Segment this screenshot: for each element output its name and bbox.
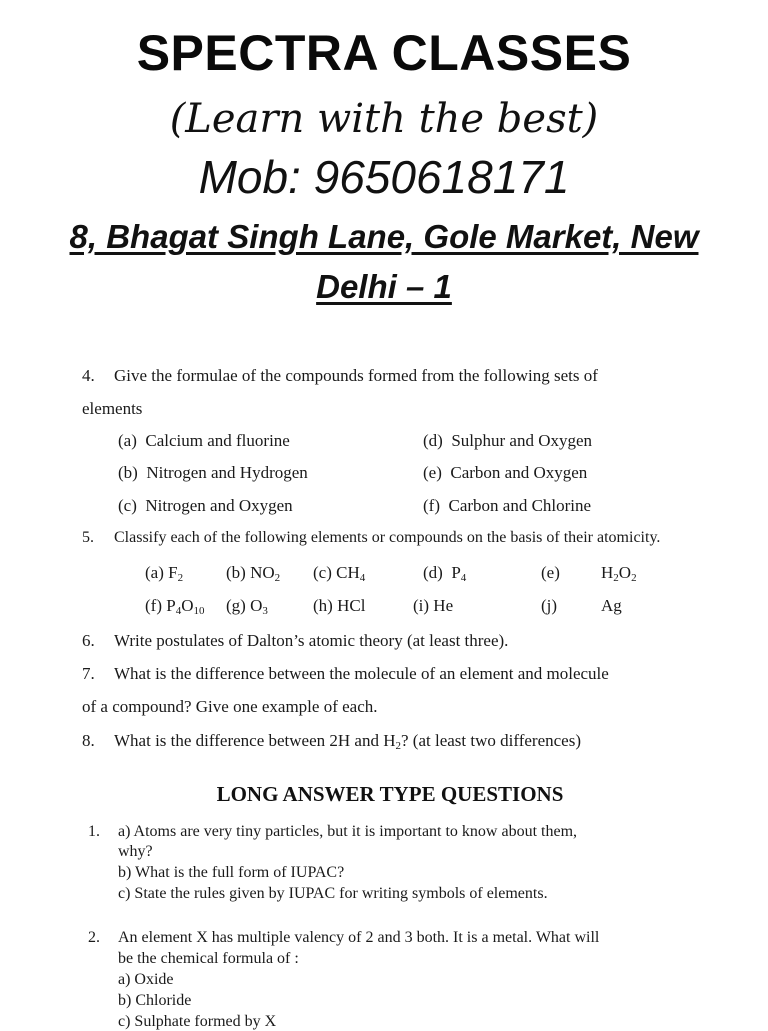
question-text: Give the formulae of the compounds formed from the following sets of (114, 366, 598, 385)
question-4 (82, 366, 598, 386)
question-text: What is the difference between the molecule of an element and molecule (114, 664, 609, 683)
question-text: Write postulates of Dalton’s atomic theory (at least three). (114, 631, 509, 650)
option-e: (e) Carbon and Oxygen (423, 463, 588, 482)
section-heading: LONG ANSWER TYPE QUESTIONS (216, 782, 564, 806)
item-f: (f) $P_4O_{10}$ (145, 596, 205, 617)
item-b: (b) $NO_2$ (226, 563, 281, 584)
option-c: (c) Nitrogen and Oxygen (118, 496, 293, 515)
question-number: 6. (82, 631, 95, 650)
long-question-2-c: c) Sulphate formed by X (118, 1013, 277, 1030)
option-b: (b) Nitrogen and Hydrogen (118, 463, 308, 482)
item-g: (g) $O_3$ (226, 596, 268, 617)
long-question-2-b: b) Chloride (118, 992, 192, 1009)
item-i: (i) He (413, 596, 454, 615)
question-number: 7. (82, 664, 95, 683)
long-question-1-b: b) What is the full form of IUPAC? (118, 864, 345, 881)
item-e-label: (e) (541, 563, 560, 582)
item-e-formula: $H_2O_2$ (601, 563, 637, 584)
institute-tagline: (Learn with the best) (169, 96, 599, 142)
question-number: 5. (82, 529, 94, 546)
question-6 (82, 631, 508, 651)
long-question-1: 1. a) Atoms are very tiny particles, but it is important to know about them, (88, 823, 578, 840)
address-line-2: Delhi – 1 (316, 268, 452, 305)
question-number: 2. (88, 929, 100, 946)
item-c: (c) $CH_4$ (313, 563, 366, 584)
item-d: (d) $P_4$ (423, 563, 467, 584)
question-number: 1. (88, 823, 100, 840)
item-j-formula: Ag (601, 596, 622, 615)
option-d: (d) Sulphur and Oxygen (423, 431, 593, 450)
long-question-2-a: a) Oxide (118, 971, 174, 988)
question-8: 8. What is the difference between 2H and $H_2$? (at least two differences) (82, 731, 581, 752)
question-4-continued: elements (82, 399, 143, 418)
mobile-number: Mob: 9650618171 (198, 151, 570, 203)
question-7-continued: of a compound? Give one example of each. (82, 697, 378, 716)
item-j-label: (j) (541, 596, 558, 615)
long-question-2-continued: be the chemical formula of : (118, 950, 299, 967)
question-number: 4. (82, 366, 95, 385)
option-f: (f) Carbon and Chlorine (423, 496, 592, 515)
item-h: (h) HCl (313, 596, 366, 615)
option-a: (a) Calcium and fluorine (118, 431, 290, 450)
long-question-2: 2. An element X has multiple valency of 2 and 3 both. It is a metal. What will (88, 929, 600, 946)
question-7 (82, 664, 609, 684)
question-number: 8. (82, 731, 95, 750)
long-question-1-a-continued: why? (118, 843, 153, 860)
address (0, 212, 768, 312)
long-question-1-c: c) State the rules given by IUPAC for writing symbols of elements. (118, 885, 548, 902)
question-text: Classify each of the following elements or compounds on the basis of their atomicity. (114, 529, 661, 546)
institute-title: SPECTRA CLASSES (136, 25, 632, 81)
question-5 (82, 529, 660, 547)
address-line-1: 8, Bhagat Singh Lane, Gole Market, New (69, 218, 699, 255)
item-a: (a) $F_2$ (145, 563, 184, 584)
